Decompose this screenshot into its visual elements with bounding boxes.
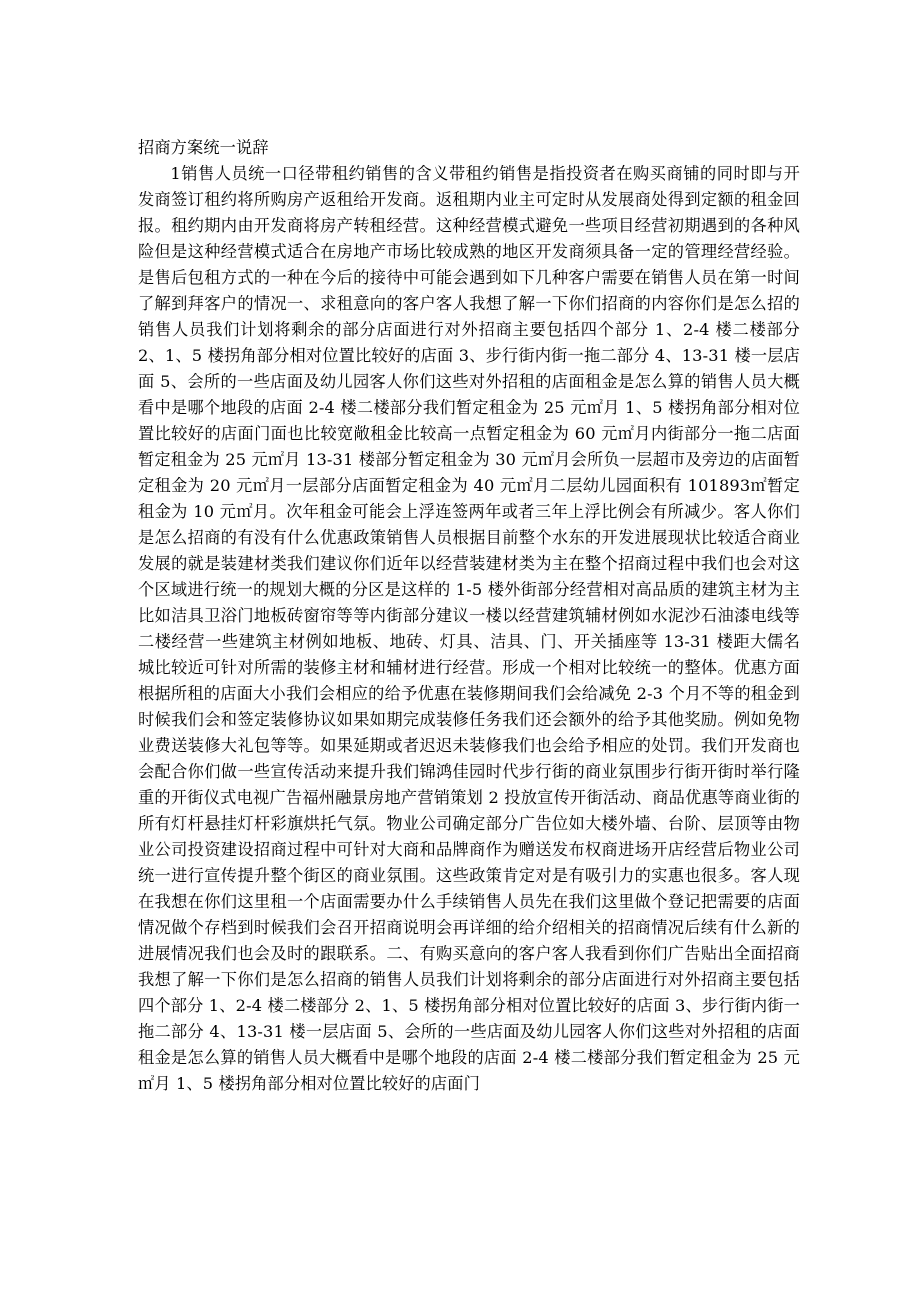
- document-body: 1销售人员统一口径带租约销售的含义带租约销售是指投资者在购买商铺的同时即与开发商签订租约将所购房产返租给开发商。返租期内业主可定时从发展商处得到定额的租金回报。租约期内由开发商将房产转租经营。这种经营模式避免一些项目经营初期遇到的各种风险但是这种经营模式适合在房地产市场比较成熟的地区开发商须具备一定的管理经营经验。是售后包租方式的一种在今后的接待中可能会遇到如下几种客户需要在销售人员在第一时间了解到拜客户的情况一、求租意向的客户客人我想了解一下你们招商的内容你们是怎么招的销售人员我们计划将剩余的部分店面进行对外招商主要包括四个部分 1、2-4 楼二楼部分 2、1、5 楼拐角部分相对位置比较好的店面 3、步行街内街一拖二部分 4、13-31 楼一层店面 5、会所的一些店面及幼儿园客人你们这些对外招租的店面租金是怎么算的销售人员大概看中是哪个地段的店面 2-4 楼二楼部分我们暂定租金为 25 元㎡月 1、5 楼拐角部分相对位置比较好的店面门面也比较宽敞租金比较高一点暂定租金为 60 元㎡月内街部分一拖二店面暂定租金为 25 元㎡月 13-31 楼部分暂定租金为 30 元㎡月会所负一层超市及旁边的店面暂定租金为 20 元㎡月一层部分店面暂定租金为 40 元㎡月二层幼儿园面积有 101893㎡暂定租金为 10 元㎡月。次年租金可能会上浮连签两年或者三年上浮比例会有所减少。客人你们是怎么招商的有没有什么优惠政策销售人员根据目前整个水东的开发进展现状比较适合商业发展的就是装建材类我们建议你们近年以经营装建材类为主在整个招商过程中我们也会对这个区域进行统一的规划大概的分区是这样的 1-5 楼外街部分经营相对高品质的建筑主材为主比如洁具卫浴门地板砖窗帘等等内街部分建议一楼以经营建筑辅材例如水泥沙石油漆电线等二楼经营一些建筑主材例如地板、地砖、灯具、洁具、门、开关插座等 13-31 楼距大儒名城比较近可针对所需的装修主材和辅材进行经营。形成一个相对比较统一的整体。优惠方面根据所租的店面大小我们会相应的给予优惠在装修期间我们会给减免 2-3 个月不等的租金到时候我们会和签定装修协议如果如期完成装修任务我们还会额外的给予其他奖励。例如免物业费送装修大礼包等等。如果延期或者迟迟未装修我们也会给予相应的处罚。我们开发商也会配合你们做一些宣传活动来提升我们锦鸿佳园时代步行街的商业氛围步行街开街时举行隆重的开街仪式电视广告福州融景房地产营销策划 2 投放宣传开街活动、商品优惠等商业街的所有灯杆悬挂灯杆彩旗烘托气氛。物业公司确定部分广告位如大楼外墙、台阶、层顶等由物业公司投资建设招商过程中可针对大商和品牌商作为赠送发布权商进场开店经营后物业公司统一进行宣传提升整个街区的商业氛围。这些政策肯定对是有吸引力的实惠也很多。客人现在我想在你们这里租一个店面需要办什么手续销售人员先在我们这里做个登记把需要的店面情况做个存档到时候我们会召开招商说明会再详细的给介绍相关的招商情况后续有什么新的进展情况我们也会及时的跟联系。二、有购买意向的客户客人我看到你们广告贴出全面招商我想了解一下你们是怎么招商的销售人员我们计划将剩余的部分店面进行对外招商主要包括四个部分 1、2-4 楼二楼部分 2、1、5 楼拐角部分相对位置比较好的店面 3、步行街内街一拖二部分 4、13-31 楼一层店面 5、会所的一些店面及幼儿园客人你们这些对外招租的店面租金是怎么算的销售人员大概看中是哪个地段的店面 2-4 楼二楼部分我们暂定租金为 25 元㎡月 1、5 楼拐角部分相对位置比较好的店面门: [138, 164, 800, 1093]
- document-title: 招商方案统一说辞: [138, 138, 269, 157]
- document-content: [138, 135, 800, 1097]
